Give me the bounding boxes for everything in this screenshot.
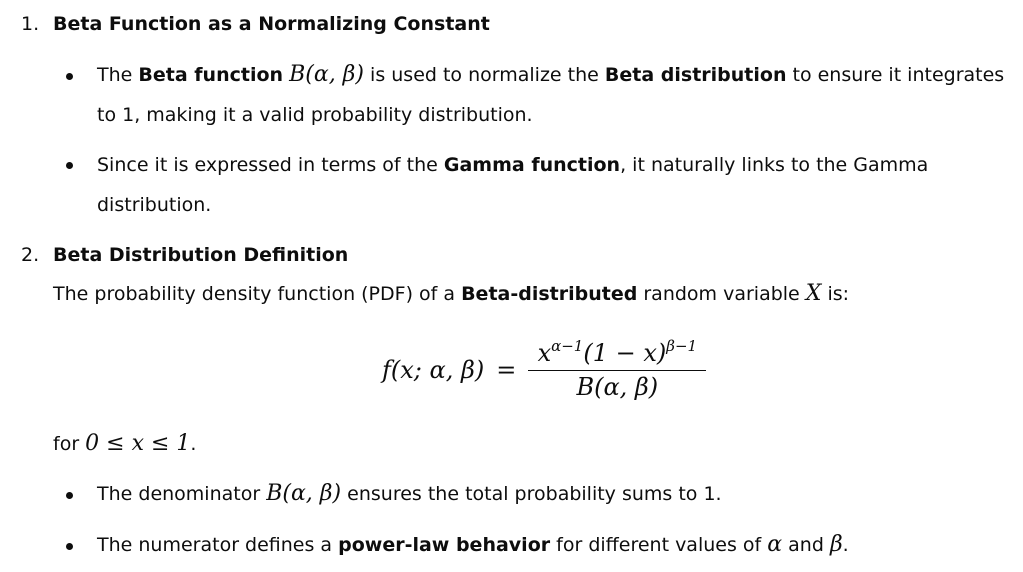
section-1-number: 1. (21, 13, 40, 35)
text: random variable (637, 283, 806, 305)
exponent: β−1 (666, 337, 698, 355)
section-2-number: 2. (21, 244, 40, 266)
math-inline: B(α, β) (266, 481, 342, 506)
exponent: α−1 (551, 337, 584, 355)
section-1-bullet-2-line-2: distribution. (97, 194, 212, 216)
equals-sign: = (496, 356, 517, 384)
text: and (782, 534, 830, 556)
section-1-heading: Beta Function as a Normalizing Constant (53, 13, 490, 35)
text: The denominator (97, 483, 267, 505)
text: . (190, 433, 197, 455)
fraction-numerator (536, 339, 700, 370)
bullet-dot (66, 543, 73, 550)
fraction (528, 339, 706, 401)
section-2-heading: Beta Distribution Definition (53, 244, 349, 266)
text: for different values of (550, 534, 768, 556)
text: is used to normalize the (364, 64, 605, 86)
section-2-bullet-1 (97, 481, 722, 507)
bold-term: power-law behavior (338, 534, 551, 556)
equation-lhs: f(x; α, β) (382, 356, 485, 384)
section-1-bullet-2-line-1 (97, 152, 928, 178)
fraction-denominator: B(α, β) (576, 373, 659, 401)
section-2-bullet-2 (97, 532, 849, 558)
bullet-dot (66, 492, 73, 499)
bold-term: Beta function (138, 64, 284, 86)
bullet-dot (66, 73, 73, 80)
math-text: x (537, 339, 552, 367)
text: is: (821, 283, 850, 305)
math-inline: β (829, 532, 843, 557)
section-1-bullet-1-line-1 (97, 62, 1004, 88)
math-inline: α (767, 532, 783, 557)
text: to ensure it integrates (786, 64, 1005, 86)
bullet-dot (66, 162, 73, 169)
math-inline: B(α, β) (289, 62, 364, 87)
bold-term: Gamma function (443, 154, 621, 176)
math-inline: X (805, 281, 822, 306)
text: , it naturally links to the Gamma (620, 154, 929, 176)
text: The probability density function (PDF) of a (53, 283, 462, 305)
pdf-equation (382, 332, 706, 408)
text: Since it is expressed in terms of the (97, 154, 444, 176)
math-inline: 0 ≤ x ≤ 1 (85, 431, 191, 456)
text: . (842, 534, 849, 556)
section-1-bullet-1-line-2: to 1, making it a valid probability distribution. (97, 104, 533, 126)
section-2-intro (53, 281, 849, 307)
bold-term: Beta distribution (604, 64, 787, 86)
text: The (97, 64, 139, 86)
text: The numerator defines a (97, 534, 339, 556)
text: for (53, 433, 86, 455)
bold-term: Beta-distributed (461, 283, 638, 305)
math-text: (1 − x) (583, 339, 667, 367)
range-line (53, 431, 196, 457)
text: ensures the total probability sums to 1. (341, 483, 722, 505)
